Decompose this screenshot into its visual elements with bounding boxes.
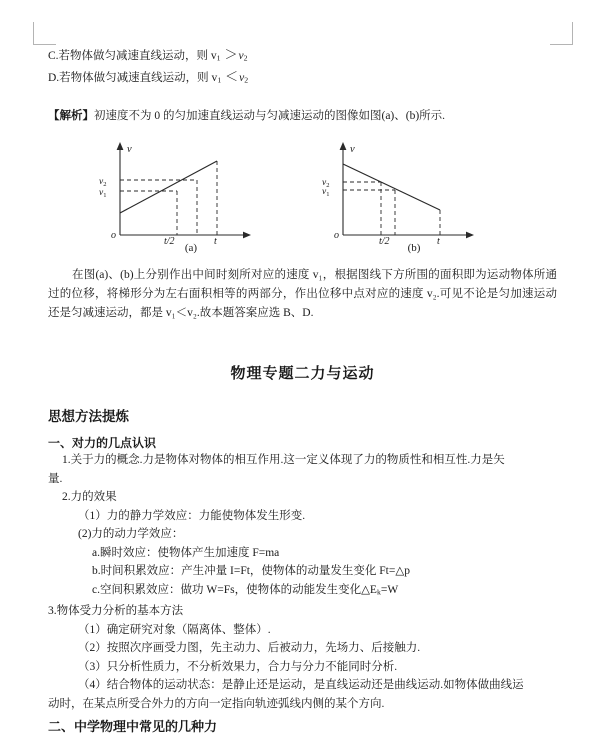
analysis-tag: 【解析】 xyxy=(48,110,94,123)
heading-section-one: 一、对力的几点认识 xyxy=(48,436,157,451)
line-2-2-c-work xyxy=(92,581,557,602)
analysis-line xyxy=(48,108,557,125)
line-2-2-c-work-text: c.空间积累效应：做功 W=Fs，使物体的动能发生变化△E xyxy=(92,583,377,596)
option-c-sub1: 1 xyxy=(216,53,221,63)
answer-options xyxy=(48,46,557,89)
line-3-4-motion-cont: 动时，在某点所受合外力的方向一定指向轨迹弧线内侧的某个方向. xyxy=(48,697,385,710)
analysis-text: 初速度不为 0 的匀加速直线运动与匀减速运动的图像如图(a)、(b)所示. xyxy=(94,110,446,123)
option-d-sub1: 1 xyxy=(217,75,222,85)
line-2-effect: 2.力的效果 xyxy=(62,491,117,504)
page-title: 物理专题二力与运动 xyxy=(230,366,375,383)
line-3-3-nature: （3）只分析性质力，不分析效果力，合力与分力不能同时分析. xyxy=(78,660,398,673)
figure-b-x-tick-half: t/2 xyxy=(378,236,390,245)
line-3-1-object: （1）确定研究对象（隔离体、整体）. xyxy=(78,623,271,636)
figure-group xyxy=(48,139,557,254)
line-2-2-c-ek-sub: k xyxy=(376,587,381,597)
line-2-2-a-instant: a.瞬时效应：使物体产生加速度 F=ma xyxy=(92,546,280,559)
option-d-text: D.若物体做匀减速直线运动，则 v xyxy=(48,71,218,84)
line-3-force-analysis: 3.物体受力分析的基本方法 xyxy=(48,605,184,618)
figure-a xyxy=(94,139,289,254)
figure-b-y-label: v xyxy=(349,144,355,156)
heading-section-two: 二、中学物理中常见的几种力 xyxy=(48,719,218,735)
figure-b-origin-label: o xyxy=(333,230,339,242)
figure-a-x-tick-half: t/2 xyxy=(163,236,175,245)
figure-b-x-tick-t: t xyxy=(436,236,440,245)
line-2-2-c-ek-tail: =W xyxy=(380,583,399,596)
explanation-paragraph: 在图(a)、(b)上分别作出中间时刻所对应的速度 v₁，根据图线下方所围的面积即为运动物体所通过的位移，将梯形分为左右面积相等的两部分，作出位移中点对应的速度 v₂.可见不论是匀加速运动还是匀减速运动，都是 v₁＜v₂.故本题答案应选 B、D. xyxy=(48,269,557,320)
line-1-concept-cont: 量. xyxy=(48,472,63,485)
line-3-2-order: （2）按照次序画受力图，先主动力、后被动力，先场力、后接触力. xyxy=(78,642,421,655)
figure-b-caption: (b) xyxy=(407,242,421,255)
line-3-4-motion: （4）结合物体的运动状态：是静止还是运动，是直线运动还是曲线运动.如物体做曲线运 xyxy=(78,679,524,692)
figure-a-caption: (a) xyxy=(184,242,198,255)
line-1-concept: 1.关于力的概念.力是物体对物体的相互作用.这一定义体现了力的物质性和相互性.力是矢 xyxy=(62,454,505,467)
figure-a-y-label: v xyxy=(126,144,132,156)
option-c-tail: v xyxy=(238,50,244,62)
figure-a-origin-label: o xyxy=(110,230,116,242)
heading-thought-method: 思想方法提炼 xyxy=(48,409,129,425)
option-c xyxy=(48,46,557,68)
option-c-operator: ＞ xyxy=(224,47,238,62)
figure-a-y-tick-v1: $v_1$ xyxy=(98,188,106,200)
figure-b-graph xyxy=(317,139,512,244)
figure-b-y-tick-v2: $v_2$ xyxy=(321,178,329,190)
figure-a-x-tick-t: t xyxy=(213,236,217,245)
line-2-2-b-impulse: b.时间积累效应：产生冲量 I=Ft，使物体的动量发生变化 Ft=△p xyxy=(92,565,410,578)
option-d xyxy=(48,68,557,90)
line-2-2-dynamic: (2)力的动力学效应： xyxy=(78,528,184,541)
option-c-sub2: 2 xyxy=(243,53,248,63)
option-d-sub2: 2 xyxy=(244,75,249,85)
option-d-operator: ＜ xyxy=(225,68,239,84)
figure-a-y-tick-v2: $v_2$ xyxy=(98,177,106,189)
figure-a-graph xyxy=(94,139,289,244)
figure-b xyxy=(317,139,512,254)
option-d-tail: v xyxy=(239,71,245,84)
option-c-text: C.若物体做匀减速直线运动，则 v xyxy=(48,50,217,62)
line-2-1-static: （1）力的静力学效应：力能使物体发生形变. xyxy=(78,509,306,522)
figure-b-y-tick-v1: $v_1$ xyxy=(321,187,329,199)
